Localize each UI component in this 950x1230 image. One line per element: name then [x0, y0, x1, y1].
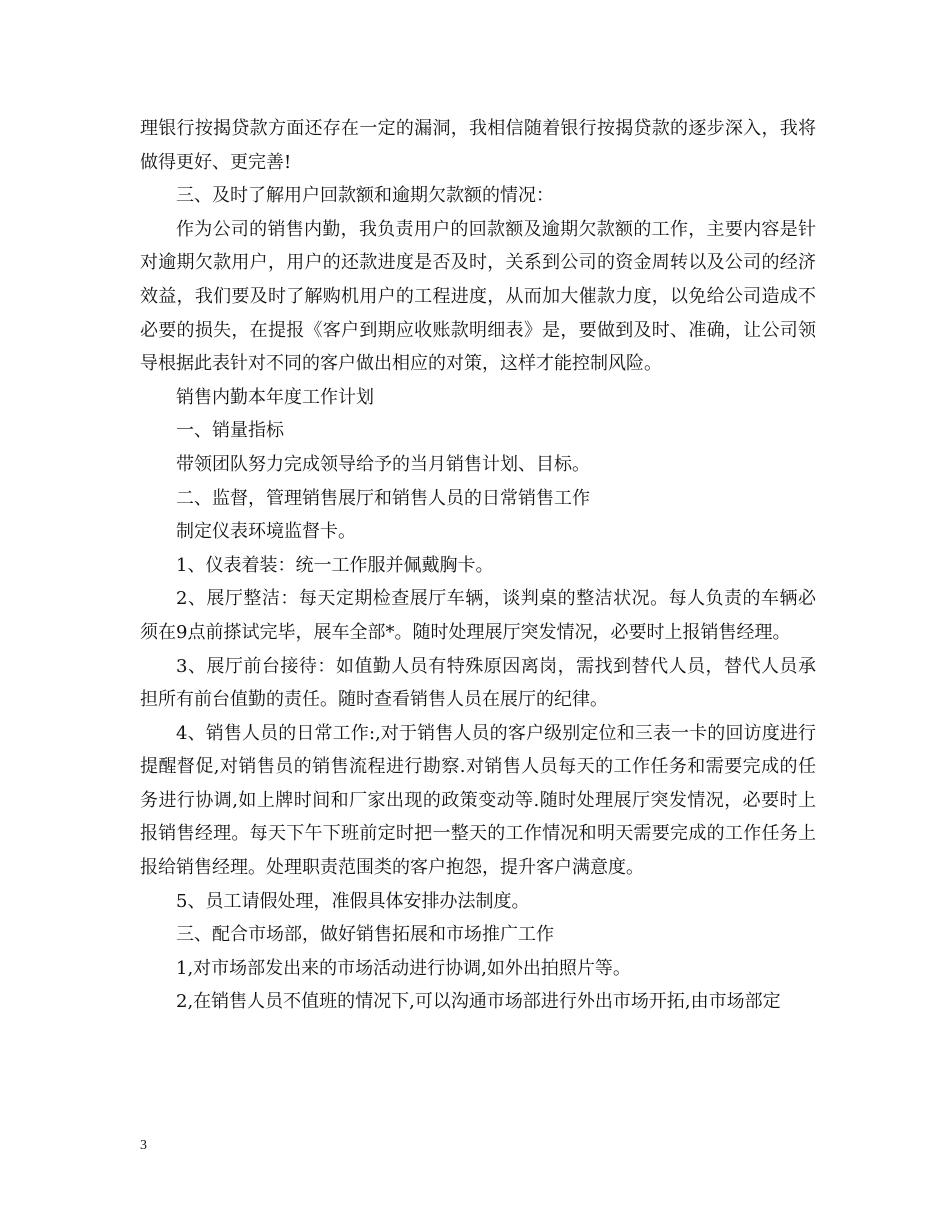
paragraph: 带领团队努力完成领导给予的当月销售计划、目标。 — [176, 453, 590, 475]
section-heading: 二、监督，管理销售展厅和销售人员的日常销售工作 — [176, 487, 590, 509]
list-item: 2,在销售人员不值班的情况下,可以沟通市场部进行外出市场开拓,由市场部定 — [176, 991, 781, 1013]
page-number: 3 — [140, 1138, 147, 1153]
list-item: 2、展厅整洁：每天定期检查展厅车辆，谈判桌的整洁状况。每人负责的车辆必须在9点前搽试完毕，展车全部*。随时处理展厅突发情况，必要时上报销售经理。 — [140, 588, 816, 643]
section-heading: 三、配合市场部，做好销售拓展和市场推广工作 — [176, 924, 554, 946]
list-item: 5、员工请假处理，准假具体安排办法制度。 — [176, 890, 530, 912]
plan-title: 销售内勤本年度工作计划 — [176, 386, 374, 408]
paragraph: 理银行按揭贷款方面还存在一定的漏洞，我相信随着银行按揭贷款的逐步深入，我将做得更好、更完善! — [140, 118, 816, 173]
list-item: 3、展厅前台接待：如值勤人员有特殊原因离岗，需找到替代人员，替代人员承担所有前台值勤的责任。随时查看销售人员在展厅的纪律。 — [140, 655, 816, 711]
list-item: 1,对市场部发出来的市场活动进行协调,如外出拍照片等。 — [176, 957, 631, 979]
section-heading: 三、及时了解用户回款额和逾期欠款额的情况： — [176, 185, 554, 207]
document-body — [140, 112, 816, 1019]
list-item: 4、销售人员的日常工作:,对于销售人员的客户级别定位和三表一卡的回访度进行提醒督促,对销售员的销售流程进行勘察.对销售人员每天的工作任务和需要完成的任务进行协调,如上牌时间和厂家出现的政策变动等.随时处理展厅突发情况，必要时上报销售经理。每天下午下班前定时把一整天的工作情况和明天需要完成的工作任务上报给销售经理。处理职责范围类的客户抱怨，提升客户满意度。 — [140, 722, 816, 879]
paragraph: 制定仪表环境监督卡。 — [176, 521, 356, 543]
paragraph: 作为公司的销售内勤，我负责用户的回款额及逾期欠款额的工作，主要内容是针对逾期欠款用户，用户的还款进度是否及时，关系到公司的资金周转以及公司的经济效益，我们要及时了解购机用户的工程进度，从而加大催款力度，以免给公司造成不必要的损失，在提报《客户到期应收账款明细表》是，要做到及时、准确，让公司领导根据此表针对不同的客户做出相应的对策，这样才能控制风险。 — [140, 218, 816, 375]
section-heading: 一、销量指标 — [176, 420, 284, 442]
list-item: 1、仪表着装：统一工作服并佩戴胸卡。 — [176, 554, 494, 576]
